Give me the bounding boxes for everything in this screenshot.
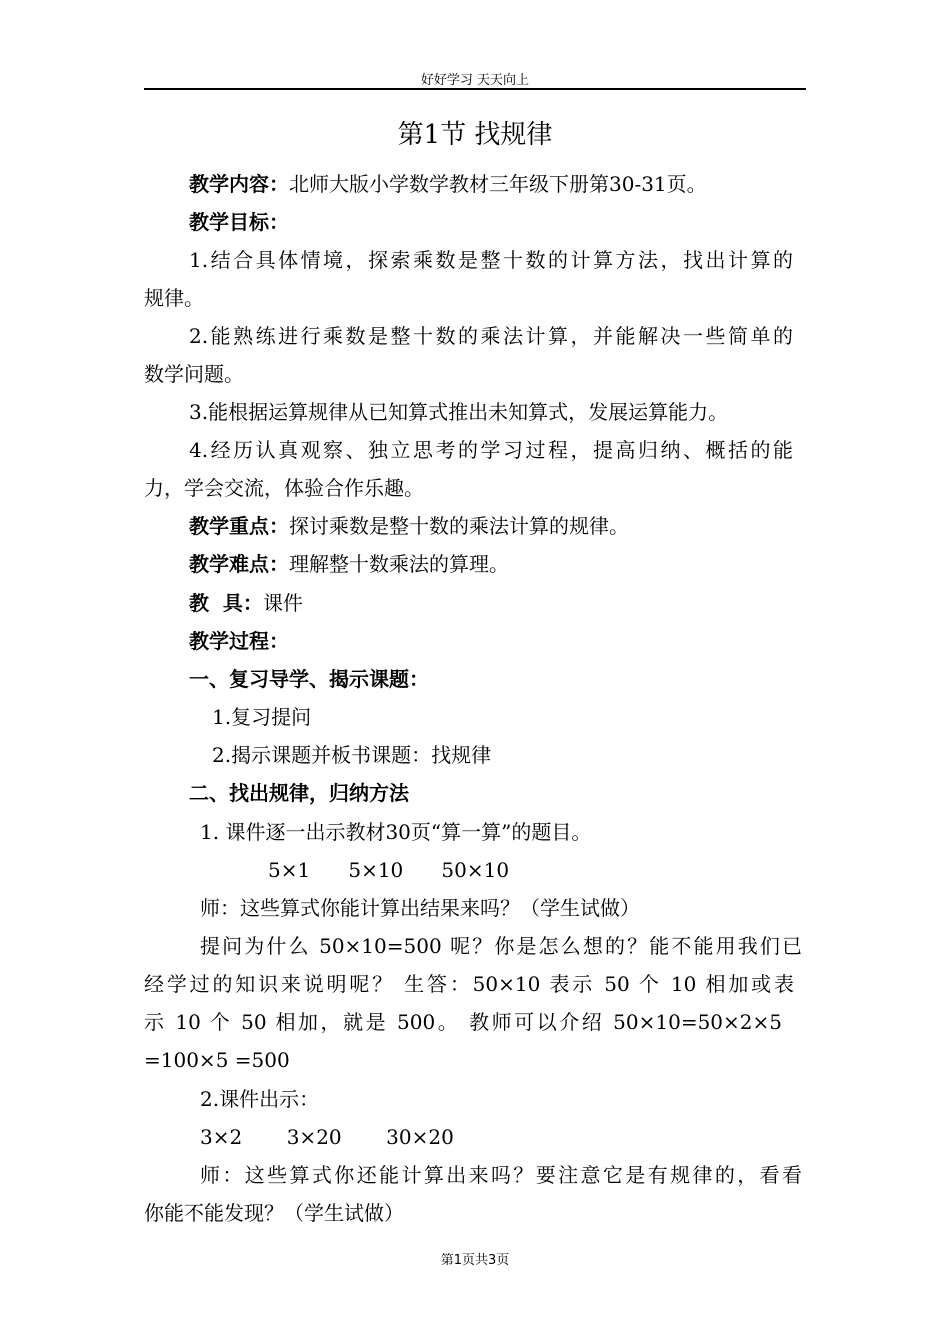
section-1-item-1: 1.复习提问 (212, 705, 312, 729)
page-header: 好好学习 天天向上 (420, 73, 530, 88)
explanation-line-2: 经学过的知识来说明呢？ 生答：50×10 表示 50 个 10 相加或表 (144, 972, 794, 996)
formulas-1: 5×1 5×10 50×10 (268, 858, 510, 882)
goal-4-line-2: 力，学会交流，体验合作乐趣。 (144, 476, 424, 500)
key-point-text: 探讨乘数是整十数的乘法计算的规律。 (289, 514, 629, 538)
tools (189, 589, 303, 617)
teaching-content (189, 170, 707, 198)
formulas-2: 3×2 3×20 30×20 (200, 1125, 454, 1149)
page-title: 第1节 找规律 (397, 120, 553, 150)
explanation-line-1: 提问为什么 50×10=500 呢？你是怎么想的？能不能用我们已 (200, 934, 802, 958)
teacher-question-2-line-1: 师：这些算式你还能计算出来吗？要注意它是有规律的，看看 (200, 1163, 802, 1187)
section-1-heading: 一、复习导学、揭示课题： (189, 667, 429, 691)
goals-heading: 教学目标： (189, 210, 289, 234)
teaching-content-label: 教学内容： (189, 172, 289, 196)
section-2-heading: 二、找出规律，归纳方法 (189, 781, 409, 805)
goal-4-line-1: 4.经历认真观察、独立思考的学习过程，提高归纳、概括的能 (189, 438, 793, 462)
difficulty (189, 550, 509, 578)
goal-2-line-1: 2.能熟练进行乘数是整十数的乘法计算，并能解决一些简单的 (189, 324, 793, 348)
explanation-line-3: 示 10 个 50 相加，就是 500。 教师可以介绍 50×10=50×2×5 (144, 1010, 782, 1034)
section-2-item-1: 1. 课件逐一出示教材30页“算一算”的题目。 (200, 820, 592, 844)
teacher-question-2-line-2: 你能不能发现？（学生试做） (144, 1201, 404, 1225)
goal-1-line-1: 1.结合具体情境，探索乘数是整十数的计算方法，找出计算的 (189, 248, 793, 272)
page-footer: 第1页共3页 (440, 1253, 510, 1268)
header-rule (144, 88, 806, 90)
process-heading: 教学过程： (189, 629, 289, 653)
difficulty-text: 理解整十数乘法的算理。 (289, 552, 509, 576)
section-1-item-2: 2.揭示课题并板书课题：找规律 (212, 743, 492, 767)
teaching-content-text: 北师大版小学数学教材三年级下册第30-31页。 (289, 172, 707, 196)
difficulty-label: 教学难点： (189, 552, 289, 576)
tools-label: 教 具： (189, 591, 263, 615)
key-point (189, 512, 629, 540)
goal-2-line-2: 数学问题。 (144, 362, 244, 386)
goal-3: 3.能根据运算规律从已知算式推出未知算式，发展运算能力。 (189, 400, 729, 424)
section-2-item-2: 2.课件出示： (200, 1087, 320, 1111)
teacher-question-1: 师：这些算式你能计算出结果来吗？（学生试做） (200, 896, 640, 920)
tools-text: 课件 (262, 591, 303, 615)
key-point-label: 教学重点： (189, 514, 289, 538)
goal-1-line-2: 规律。 (144, 286, 204, 310)
explanation-line-4: =100×5 =500 (144, 1048, 290, 1072)
